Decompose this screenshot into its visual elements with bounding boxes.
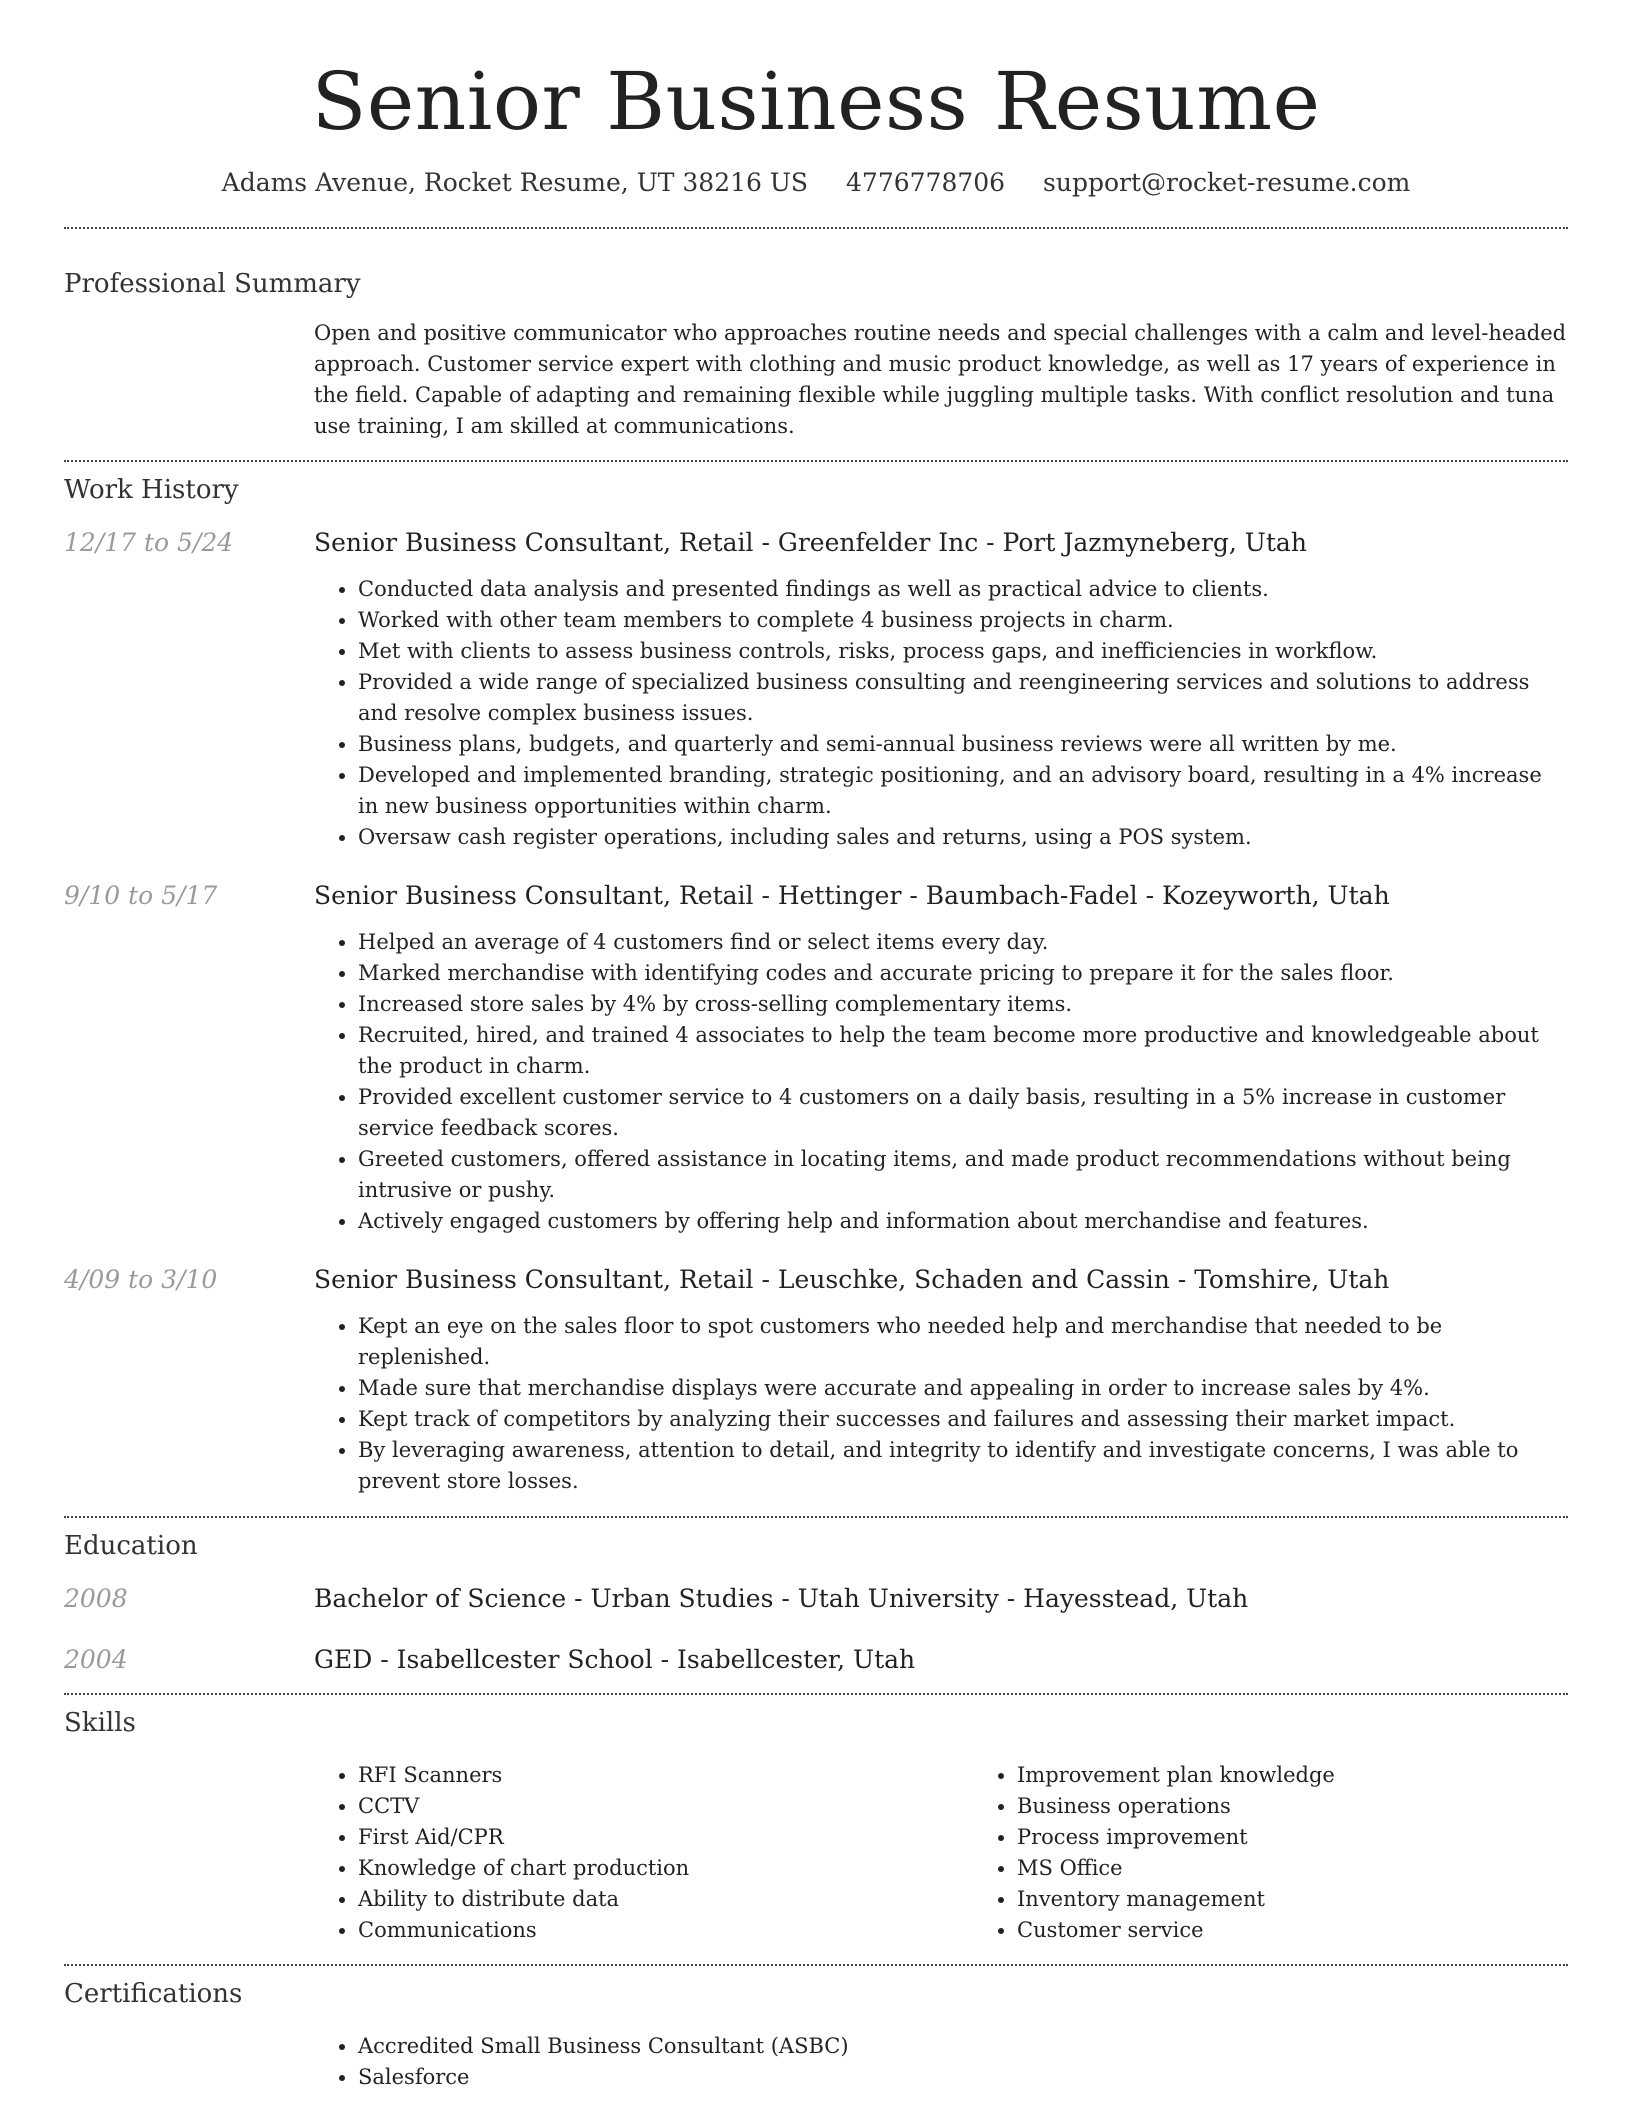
list-item: • First Aid/CPR [358, 1822, 973, 1853]
list-item: • Knowledge of chart production [358, 1853, 973, 1884]
divider [64, 1964, 1568, 1966]
summary-row [64, 318, 1568, 442]
list-item: • Process improvement [1017, 1822, 1632, 1853]
education-year: 2004 [64, 1645, 128, 1674]
list-item: • Developed and implemented branding, strategic positioning, and an advisory board, resulting in a 4% increase in new business opportunities within charm. [358, 760, 1568, 822]
education-heading: Education [64, 1531, 198, 1561]
divider [64, 227, 1568, 229]
list-item: • Kept an eye on the sales floor to spot customers who needed help and merchandise that needed to be replenished. [358, 1311, 1568, 1373]
list-item: • Customer service [1017, 1915, 1632, 1946]
list-item: • Accredited Small Business Consultant (ASBC) [358, 2031, 1568, 2062]
skills-heading: Skills [64, 1708, 136, 1738]
job-title: Senior Business Consultant, Retail - Hettinger - Baumbach-Fadel - Kozeyworth, Utah [314, 881, 1390, 910]
list-item: • Worked with other team members to complete 4 business projects in charm. [358, 605, 1568, 636]
skills-grid [314, 1760, 1632, 1946]
job-bullets [314, 927, 1568, 1237]
job-bullets [314, 574, 1568, 853]
list-item: • Actively engaged customers by offering help and information about merchandise and features. [358, 1206, 1568, 1237]
list-item: • Inventory management [1017, 1884, 1632, 1915]
list-item: • Kept track of competitors by analyzing their successes and failures and assessing their market impact. [358, 1404, 1568, 1435]
skills-row [64, 1760, 1568, 1946]
list-item: • Marked merchandise with identifying codes and accurate pricing to prepare it for the sales floor. [358, 958, 1568, 989]
contact-address: Adams Avenue, Rocket Resume, UT 38216 US [221, 168, 809, 197]
skills-column [314, 1760, 973, 1946]
divider [64, 1693, 1568, 1695]
list-item: • Conducted data analysis and presented findings as well as practical advice to clients. [358, 574, 1568, 605]
job-title: Senior Business Consultant, Retail - Greenfelder Inc - Port Jazmyneberg, Utah [314, 528, 1307, 557]
list-item: • Greeted customers, offered assistance in locating items, and made product recommendations without being intrusive or pushy. [358, 1144, 1568, 1206]
job-bullets-row [64, 1311, 1568, 1497]
list-item: • Business operations [1017, 1791, 1632, 1822]
resume-page [64, 0, 1568, 2093]
work-history-heading: Work History [64, 475, 239, 505]
list-item: • MS Office [1017, 1853, 1632, 1884]
list-item: • CCTV [358, 1791, 973, 1822]
list-item: • RFI Scanners [358, 1760, 973, 1791]
job-bullets-row [64, 927, 1568, 1237]
divider [64, 1516, 1568, 1518]
divider [64, 460, 1568, 462]
job-bullets [314, 1311, 1568, 1497]
list-item: • Provided a wide range of specialized business consulting and reengineering services and solutions to address and resolve complex business issues. [358, 667, 1568, 729]
contact-email: support@rocket-resume.com [1043, 168, 1411, 197]
education-entry [64, 1584, 1568, 1613]
resume-title: Senior Business Resume [311, 55, 1321, 148]
job-entry [64, 528, 1568, 557]
certifications-heading: Certifications [64, 1979, 243, 2009]
certifications-list [314, 2031, 1568, 2093]
education-year: 2008 [64, 1584, 128, 1613]
list-item: • Provided excellent customer service to 4 customers on a daily basis, resulting in a 5% increase in customer service feedback scores. [358, 1082, 1568, 1144]
summary-heading: Professional Summary [64, 269, 361, 299]
certifications-row [64, 2031, 1568, 2093]
job-title: Senior Business Consultant, Retail - Leuschke, Schaden and Cassin - Tomshire, Utah [314, 1265, 1390, 1294]
education-degree: Bachelor of Science - Urban Studies - Utah University - Hayesstead, Utah [314, 1584, 1249, 1613]
list-item: • Improvement plan knowledge [1017, 1760, 1632, 1791]
job-entry [64, 1265, 1568, 1294]
job-dates: 9/10 to 5/17 [64, 881, 218, 910]
education-degree: GED - Isabellcester School - Isabellcester, Utah [314, 1645, 916, 1674]
list-item: • Salesforce [358, 2062, 1568, 2093]
list-item: • Met with clients to assess business controls, risks, process gaps, and inefficiencies in workflow. [358, 636, 1568, 667]
list-item: • Ability to distribute data [358, 1884, 973, 1915]
list-item: • Business plans, budgets, and quarterly and semi-annual business reviews were all written by me. [358, 729, 1568, 760]
job-dates: 12/17 to 5/24 [64, 528, 234, 557]
list-item: • Helped an average of 4 customers find or select items every day. [358, 927, 1568, 958]
job-bullets-row [64, 574, 1568, 853]
job-dates: 4/09 to 3/10 [64, 1265, 218, 1294]
list-item: • By leveraging awareness, attention to detail, and integrity to identify and investigate concerns, I was able to prevent store losses. [358, 1435, 1568, 1497]
contact-phone: 4776778706 [846, 168, 1006, 197]
list-item: • Recruited, hired, and trained 4 associates to help the team become more productive and knowledgeable about the product in charm. [358, 1020, 1568, 1082]
contact-line [64, 168, 1568, 197]
education-entry [64, 1645, 1568, 1674]
list-item: • Made sure that merchandise displays were accurate and appealing in order to increase sales by 4%. [358, 1373, 1568, 1404]
job-entry [64, 881, 1568, 910]
list-item: • Increased store sales by 4% by cross-selling complementary items. [358, 989, 1568, 1020]
skills-column [973, 1760, 1632, 1946]
summary-text: Open and positive communicator who approaches routine needs and special challenges with a calm and level-headed approach. Customer service expert with clothing and music product knowledge, as well as 17 years of experience in the field. Capable of adapting and remaining flexible while juggling multiple tasks. With conflict resolution and tuna use training, I am skilled at communications. [314, 321, 1567, 438]
list-item: • Communications [358, 1915, 973, 1946]
list-item: • Oversaw cash register operations, including sales and returns, using a POS system. [358, 822, 1568, 853]
